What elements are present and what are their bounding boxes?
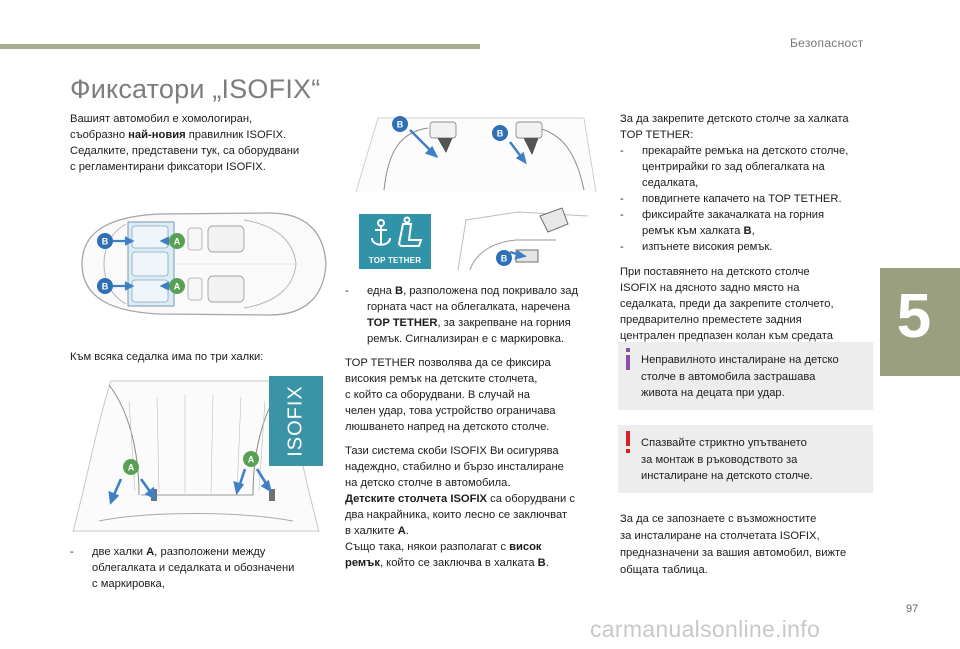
marker-label: B	[101, 281, 109, 292]
top-tether-icon	[359, 214, 431, 269]
text-line: живота на децата при удар.	[641, 387, 785, 399]
section-title: Безопасност	[790, 36, 864, 50]
text-line: за монтаж в ръководството за	[641, 453, 798, 466]
text-line: столче в автомобила застрашава	[641, 370, 816, 383]
intro-paragraph	[70, 111, 320, 175]
watermark: carmanualsonline.info	[590, 616, 821, 642]
list-item-rings-a: - две халки A, разположени между облегалката и седалката и обозначени с маркировка,	[70, 546, 295, 590]
text-line: с регламентирани фиксатори ISOFIX.	[70, 161, 266, 173]
header-accent-bar	[0, 44, 480, 49]
isofix-marking-label: ISOFIX	[269, 376, 323, 466]
marker-label: A	[247, 454, 255, 465]
table-reference-paragraph: За да се запознаете с възможностите за инсталиране на столчетата ISOFIX, предназначени за вашия автомобил, вижте общата таблица.	[620, 513, 847, 576]
info-note	[618, 342, 873, 410]
rear-seat-paragraph: При поставянето на детското столче ISOFIX на дясното задно място на седалката, преди да закрепите столчето, предварително преместете задния централен предпазен колан към средата	[620, 266, 834, 342]
warning-icon	[624, 431, 632, 453]
seatback-top-tether-figure	[348, 112, 600, 194]
text-line: инсталиране на детското столче.	[641, 470, 813, 482]
top-tether-paragraph: TOP TETHER позволява да се фиксира високия ремък на детските столчета, с който са оборудвани. В случай на челен удар, това устройство ограничава люшването напред на детското столче.	[345, 357, 556, 433]
text-line: съобразно най-новия правилник ISOFIX.	[70, 129, 287, 141]
text-line: Неправилното инсталиране на детско	[641, 354, 839, 366]
marker-label: B	[500, 253, 508, 264]
marker-label: B	[496, 128, 504, 139]
isofix-system-paragraph: Тази система скоби ISOFIX Ви осигурява надеждно, стабилно и бързо инсталиране на детско столче в автомобила. Детските столчета ISOFIX са оборудвани с два накрайника, които лесно се заключват в халките A. Също така, някои разполагат с висок ремък, който се заключва в халката B.	[345, 445, 575, 569]
three-rings-text: Към всяка седалка има по три халки:	[70, 351, 264, 363]
page-title: Фиксатори „ISOFIX“	[70, 74, 321, 104]
info-icon	[624, 348, 632, 370]
marker-label: B	[101, 236, 109, 247]
marker-label: B	[396, 119, 404, 130]
chapter-number: 5	[896, 282, 932, 351]
text-line: Вашият автомобил е хомологиран,	[70, 113, 253, 125]
warning-note	[618, 425, 873, 493]
anchor-seat-icon	[359, 214, 431, 256]
list-item-ring-b: - една B, разположена под покривало зад горната част на облегалката, наречена TOP TETHER, за закрепване на горния ремък. Сигнализиран е с маркировка.	[345, 285, 578, 345]
text-line: Спазвайте стриктно упътването	[641, 437, 807, 449]
marker-label: A	[173, 281, 181, 292]
marker-label: A	[173, 236, 181, 247]
text-line: Седалките, представени тук, са оборудвани	[70, 145, 300, 157]
tether-cover-figure	[456, 202, 596, 272]
top-tether-steps: За да закрепите детското столче за халката TOP TETHER: - прекарайте ремъка на детското столче, центрирайки го зад облегалката на седалката, - повдигнете капачето на TOP TETHER. - фиксирайте закачалката на горния ремък към халката B, - изпънете високия ремък.	[620, 113, 849, 253]
page-number: 97	[906, 603, 919, 615]
top-tether-icon-label: TOP TETHER	[368, 256, 422, 265]
marker-label: A	[127, 462, 135, 473]
car-top-view-figure	[68, 204, 330, 324]
